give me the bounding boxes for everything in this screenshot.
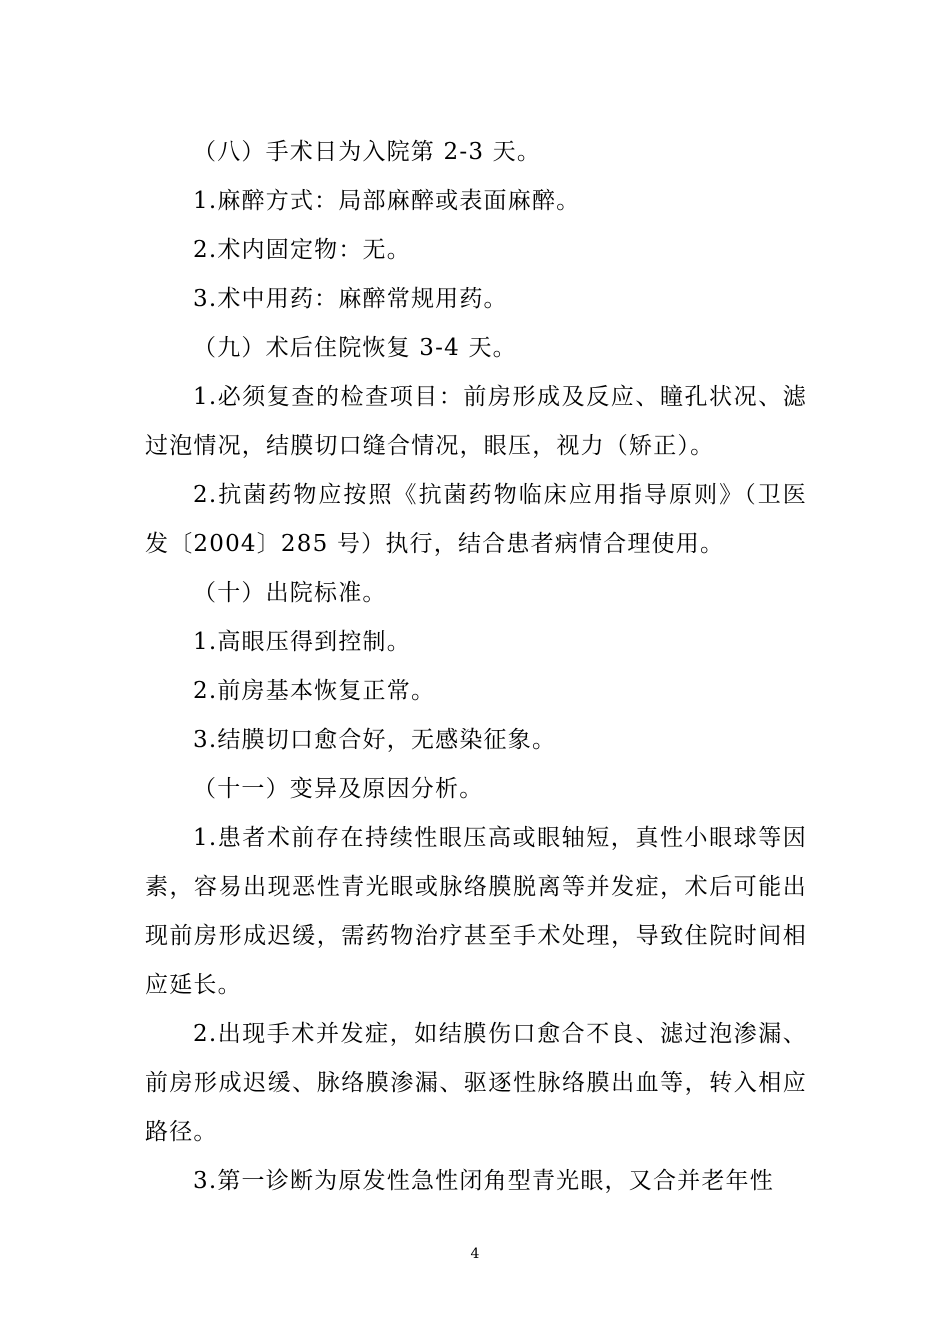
paragraph-implant: 2.术内固定物：无。 <box>193 237 411 263</box>
document-body <box>145 128 807 1206</box>
paragraph-discharge-criteria: （十）出院标准。 <box>193 580 387 606</box>
paragraph-variation-2: 2.出现手术并发症，如结膜伤口愈合不良、滤过泡渗漏、前房形成迟缓、脉络膜渗漏、驱逐性脉络膜出血等，转入相应路径。 <box>145 1021 807 1145</box>
paragraph-iop-controlled: 1.高眼压得到控制。 <box>193 629 411 655</box>
paragraph-variation-3: 3.第一诊断为原发性急性闭角型青光眼，又合并老年性 <box>193 1168 774 1194</box>
paragraph-incision-healing: 3.结膜切口愈合好，无感染征象。 <box>193 727 557 753</box>
paragraph-postop-recovery: （九）术后住院恢复 3-4 天。 <box>193 335 517 361</box>
page-number: 4 <box>470 1246 480 1262</box>
paragraph-variation-1: 1.患者术前存在持续性眼压高或眼轴短，真性小眼球等因素，容易出现恶性青光眼或脉络膜脱离等并发症，术后可能出现前房形成迟缓，需药物治疗甚至手术处理，导致住院时间相应延长。 <box>145 825 807 998</box>
paragraph-recheck-items: 1.必须复查的检查项目：前房形成及反应、瞳孔状况、滤过泡情况，结膜切口缝合情况，眼压，视力（矫正）。 <box>145 384 807 459</box>
paragraph-intraop-drugs: 3.术中用药：麻醉常规用药。 <box>193 286 508 312</box>
paragraph-anesthesia: 1.麻醉方式：局部麻醉或表面麻醉。 <box>193 188 581 214</box>
paragraph-variation-analysis: （十一）变异及原因分析。 <box>193 776 484 802</box>
paragraph-anterior-chamber: 2.前房基本恢复正常。 <box>193 678 436 704</box>
paragraph-antibiotics: 2.抗菌药物应按照《抗菌药物临床应用指导原则》（卫医发〔2004〕285 号）执行，结合患者病情合理使用。 <box>145 482 807 557</box>
paragraph-surgery-day: （八）手术日为入院第 2-3 天。 <box>193 139 542 165</box>
